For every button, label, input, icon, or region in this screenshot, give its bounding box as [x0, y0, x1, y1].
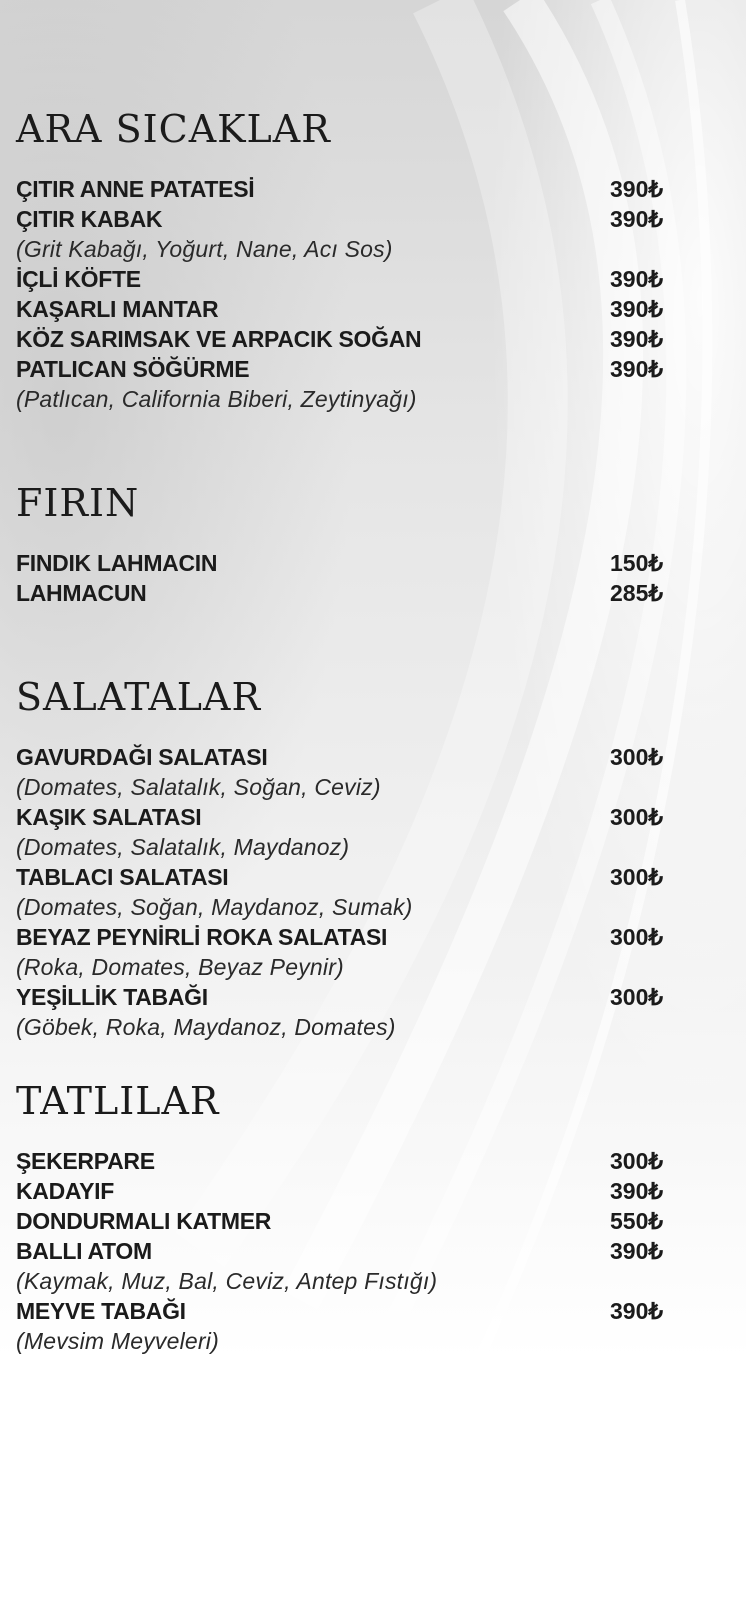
- item-description: (Göbek, Roka, Maydanoz, Domates): [16, 1014, 396, 1040]
- item-price: 300₺: [610, 863, 664, 890]
- menu-item: [16, 548, 680, 578]
- item-description: (Domates, Salatalık, Maydanoz): [16, 834, 350, 860]
- menu-item: [16, 294, 680, 324]
- item-description: (Domates, Salatalık, Soğan, Ceviz): [16, 774, 381, 800]
- menu-item: [16, 742, 680, 772]
- item-name: ÇITIR ANNE PATATESİ: [16, 175, 255, 202]
- section-title: ARA SICAKLAR: [16, 107, 331, 151]
- section-title: TATLILAR: [16, 1079, 220, 1123]
- menu-item: [16, 982, 680, 1012]
- item-name: MEYVE TABAĞI: [16, 1297, 186, 1324]
- item-name: KADAYIF: [16, 1177, 115, 1204]
- item-price: 300₺: [610, 983, 664, 1010]
- item-name: YEŞİLLİK TABAĞI: [16, 983, 208, 1010]
- menu-item: [16, 802, 680, 832]
- item-description: (Roka, Domates, Beyaz Peynir): [16, 954, 344, 980]
- item-name: PATLICAN SÖĞÜRME: [16, 355, 250, 382]
- item-name: BEYAZ PEYNİRLİ ROKA SALATASI: [16, 923, 388, 950]
- item-description: (Grit Kabağı, Yoğurt, Nane, Acı Sos): [16, 236, 393, 262]
- item-name: LAHMACUN: [16, 579, 147, 606]
- item-description: (Mevsim Meyveleri): [16, 1328, 219, 1354]
- item-price: 390₺: [610, 355, 664, 382]
- item-price: 300₺: [610, 923, 664, 950]
- menu-item: [16, 922, 680, 952]
- item-name: BALLI ATOM: [16, 1237, 152, 1264]
- item-price: 390₺: [610, 325, 664, 352]
- section-ara-sicaklar: [16, 106, 680, 414]
- item-description: (Patlıcan, California Biberi, Zeytinyağı): [16, 386, 417, 412]
- section-firin: [16, 480, 680, 608]
- menu-item: [16, 354, 680, 384]
- menu-item: [16, 862, 680, 892]
- item-price: 300₺: [610, 1147, 664, 1174]
- item-price: 390₺: [610, 1297, 664, 1324]
- menu-item: [16, 174, 680, 204]
- menu-item: [16, 1296, 680, 1326]
- item-price: 390₺: [610, 1237, 664, 1264]
- item-price: 390₺: [610, 1177, 664, 1204]
- item-name: ŞEKERPARE: [16, 1147, 155, 1174]
- item-price: 285₺: [610, 579, 664, 606]
- menu-item: [16, 204, 680, 234]
- item-price: 390₺: [610, 265, 664, 292]
- item-name: İÇLİ KÖFTE: [16, 265, 141, 292]
- section-salatalar: [16, 674, 680, 1042]
- menu-item: [16, 1206, 680, 1236]
- item-price: 300₺: [610, 803, 664, 830]
- menu-item: [16, 1236, 680, 1266]
- item-price: 300₺: [610, 743, 664, 770]
- item-name: KAŞARLI MANTAR: [16, 295, 219, 322]
- item-price: 390₺: [610, 175, 664, 202]
- menu-item: [16, 324, 680, 354]
- section-tatlilar: [16, 1078, 680, 1356]
- item-name: KÖZ SARIMSAK VE ARPACIK SOĞAN: [16, 325, 422, 352]
- item-price: 390₺: [610, 295, 664, 322]
- menu-item: [16, 1146, 680, 1176]
- item-name: KAŞIK SALATASI: [16, 803, 202, 830]
- item-name: TABLACI SALATASI: [16, 863, 229, 890]
- menu-item: [16, 578, 680, 608]
- item-name: ÇITIR KABAK: [16, 205, 163, 232]
- menu-item: [16, 1176, 680, 1206]
- item-name: GAVURDAĞI SALATASI: [16, 743, 268, 770]
- item-description: (Domates, Soğan, Maydanoz, Sumak): [16, 894, 413, 920]
- menu-item: [16, 264, 680, 294]
- item-description: (Kaymak, Muz, Bal, Ceviz, Antep Fıstığı): [16, 1268, 438, 1294]
- item-name: FINDIK LAHMACIN: [16, 549, 218, 576]
- item-price: 150₺: [610, 549, 664, 576]
- item-name: DONDURMALI KATMER: [16, 1207, 272, 1234]
- section-title: FIRIN: [16, 481, 140, 525]
- item-price: 550₺: [610, 1207, 664, 1234]
- section-title: SALATALAR: [16, 675, 262, 719]
- item-price: 390₺: [610, 205, 664, 232]
